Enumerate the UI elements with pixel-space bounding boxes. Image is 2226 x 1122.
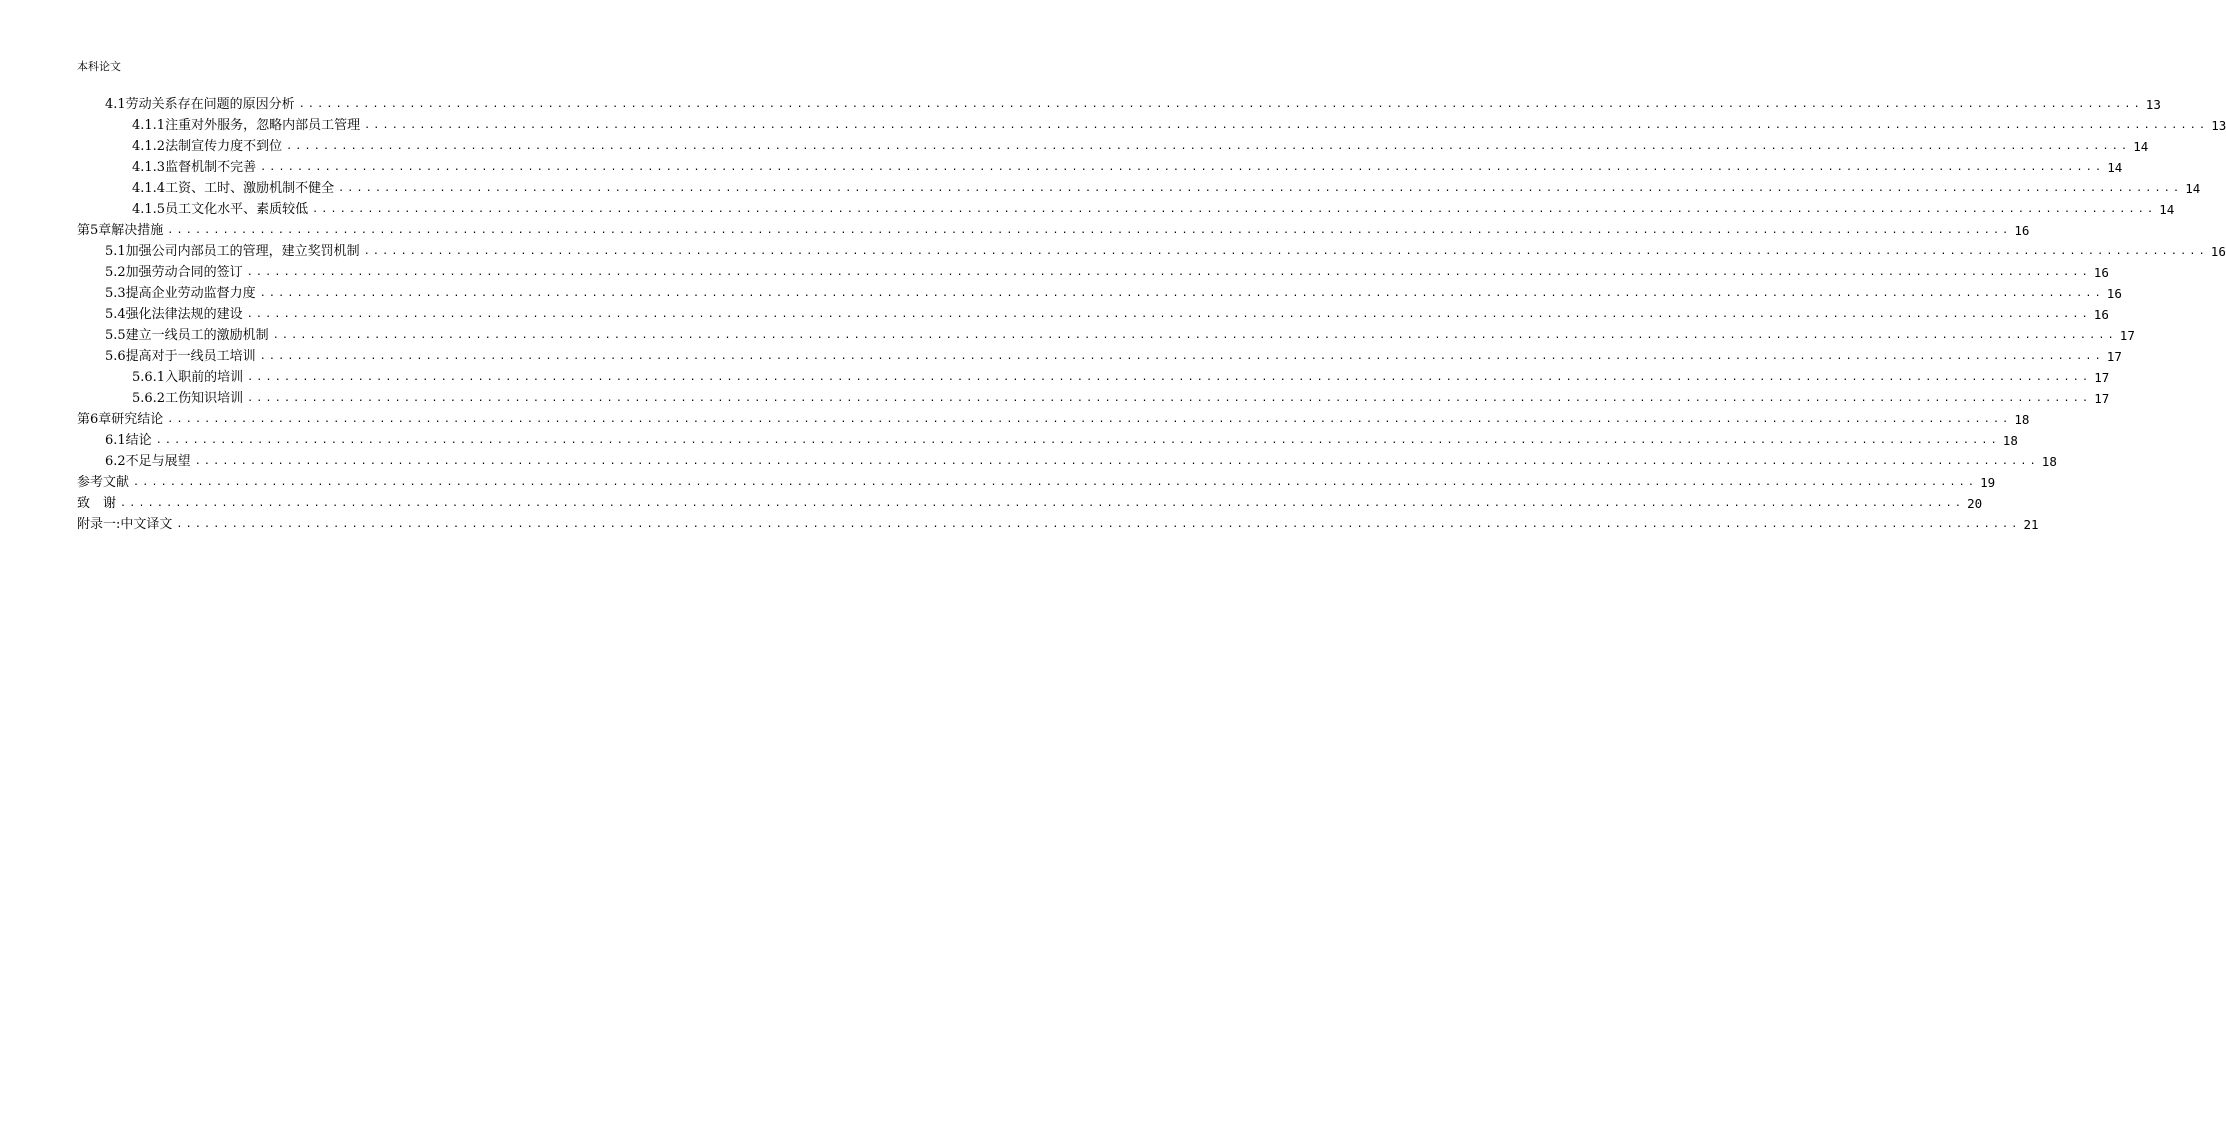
toc-entry-title: 6.1结论 [105, 433, 152, 448]
toc-entry-page: 18 [2041, 454, 2057, 469]
toc-dot-leader: ........................................................................................................................................................................................................ [167, 225, 2012, 236]
toc-entry[interactable] [77, 514, 2039, 535]
toc-entry-page: 16 [2210, 244, 2226, 259]
toc-entry-title: 4.1劳动关系存在问题的原因分析 [105, 97, 295, 112]
toc-entry[interactable] [77, 325, 2135, 346]
toc-dot-leader: ........................................................................................................................................................................................................ [133, 477, 1978, 488]
toc-dot-leader: ........................................................................................................................................................................................................ [246, 309, 2091, 320]
toc-entry[interactable] [77, 304, 2109, 325]
page-header: 本科论文 [77, 60, 121, 73]
toc-entry-page: 14 [2133, 139, 2149, 154]
toc-entry[interactable] [77, 94, 2161, 115]
toc-entry-title: 5.1加强公司内部员工的管理，建立奖罚机制 [105, 244, 360, 259]
toc-entry-page: 17 [2094, 391, 2110, 406]
toc-entry[interactable] [77, 367, 2110, 388]
toc-entry-title: 参考文献 [77, 475, 130, 490]
toc-entry-page: 16 [2093, 307, 2109, 322]
toc-entry-title: 5.2加强劳动合同的签订 [105, 265, 243, 280]
toc-entry-title: 第5章解决措施 [77, 223, 164, 238]
toc-entry-page: 14 [2107, 160, 2123, 175]
toc-entry-title: 4.1.1注重对外服务，忽略内部员工管理 [132, 118, 361, 133]
toc-entry[interactable] [77, 157, 2123, 178]
toc-dot-leader: ........................................................................................................................................................................................................ [176, 519, 2021, 530]
toc-entry-title: 附录一:中文译文 [77, 517, 173, 532]
toc-dot-leader: ........................................................................................................................................................................................................ [272, 330, 2117, 341]
toc-entry-title: 5.6提高对于一线员工培训 [105, 349, 256, 364]
toc-entry-page: 14 [2159, 202, 2175, 217]
toc-entry-page: 16 [2106, 286, 2122, 301]
toc-dot-leader: ........................................................................................................................................................................................................ [260, 162, 2105, 173]
toc-entry[interactable] [77, 451, 2057, 472]
toc-dot-leader: ........................................................................................................................................................................................................ [259, 288, 2104, 299]
toc-dot-leader: ........................................................................................................................................................................................................ [247, 372, 2092, 383]
toc-dot-leader: ........................................................................................................................................................................................................ [167, 414, 2012, 425]
toc-dot-leader: ........................................................................................................................................................................................................ [286, 141, 2131, 152]
toc-dot-leader: ........................................................................................................................................................................................................ [155, 435, 2000, 446]
toc-dot-leader: ........................................................................................................................................................................................................ [259, 351, 2104, 362]
toc-dot-leader: ........................................................................................................................................................................................................ [364, 120, 2209, 131]
toc-entry-title: 4.1.4工资、工时、激励机制不健全 [132, 181, 335, 196]
toc-entry[interactable] [77, 262, 2109, 283]
toc-entry-title: 5.3提高企业劳动监督力度 [105, 286, 256, 301]
toc-entry-page: 20 [1967, 496, 1983, 511]
toc-entry-page: 13 [2211, 118, 2226, 133]
toc-entry[interactable] [77, 472, 1996, 493]
toc-entry-page: 14 [2185, 181, 2201, 196]
toc-entry[interactable] [77, 493, 1983, 514]
toc-entry[interactable] [77, 220, 2030, 241]
toc-entry[interactable] [77, 115, 2226, 136]
toc-entry-page: 16 [2014, 223, 2030, 238]
toc-entry-page: 17 [2106, 349, 2122, 364]
toc-entry-page: 17 [2119, 328, 2135, 343]
toc-dot-leader: ........................................................................................................................................................................................................ [363, 246, 2208, 257]
toc-dot-leader: ........................................................................................................................................................................................................ [338, 183, 2183, 194]
toc-entry-page: 19 [1980, 475, 1996, 490]
toc-entry-page: 16 [2093, 265, 2109, 280]
toc-entry[interactable] [77, 388, 2110, 409]
toc-dot-leader: ........................................................................................................................................................................................................ [120, 498, 1965, 509]
toc-entry[interactable] [77, 199, 2175, 220]
toc-entry-page: 21 [2023, 517, 2039, 532]
toc-entry[interactable] [77, 241, 2226, 262]
toc-entry-title: 4.1.2法制宣传力度不到位 [132, 139, 283, 154]
toc-entry-page: 13 [2145, 97, 2161, 112]
toc-dot-leader: ........................................................................................................................................................................................................ [312, 204, 2157, 215]
toc-entry-page: 18 [2002, 433, 2018, 448]
toc-dot-leader: ........................................................................................................................................................................................................ [194, 456, 2039, 467]
toc-entry-title: 5.6.1入职前的培训 [132, 370, 244, 385]
toc-entry-title: 第6章研究结论 [77, 412, 164, 427]
toc-entry-title: 4.1.5员工文化水平、素质较低 [132, 202, 309, 217]
toc-entry[interactable] [77, 178, 2201, 199]
toc-entry[interactable] [77, 430, 2018, 451]
toc-entry-page: 18 [2014, 412, 2030, 427]
toc-entry-title: 5.5建立一线员工的激励机制 [105, 328, 269, 343]
toc-entry-title: 6.2不足与展望 [105, 454, 191, 469]
toc-dot-leader: ........................................................................................................................................................................................................ [246, 267, 2091, 278]
toc-entry-title: 5.4强化法律法规的建设 [105, 307, 243, 322]
toc-entry[interactable] [77, 409, 2030, 430]
toc-dot-leader: ........................................................................................................................................................................................................ [247, 393, 2092, 404]
toc-entry[interactable] [77, 346, 2122, 367]
toc-entry-title: 4.1.3监督机制不完善 [132, 160, 257, 175]
toc-entry-title: 致 谢 [77, 496, 117, 511]
toc-dot-leader: ........................................................................................................................................................................................................ [298, 99, 2143, 110]
toc-entry[interactable] [77, 136, 2149, 157]
toc-entry-title: 5.6.2工伤知识培训 [132, 391, 244, 406]
toc-entry[interactable] [77, 283, 2122, 304]
table-of-contents [77, 94, 2226, 535]
toc-entry-page: 17 [2094, 370, 2110, 385]
